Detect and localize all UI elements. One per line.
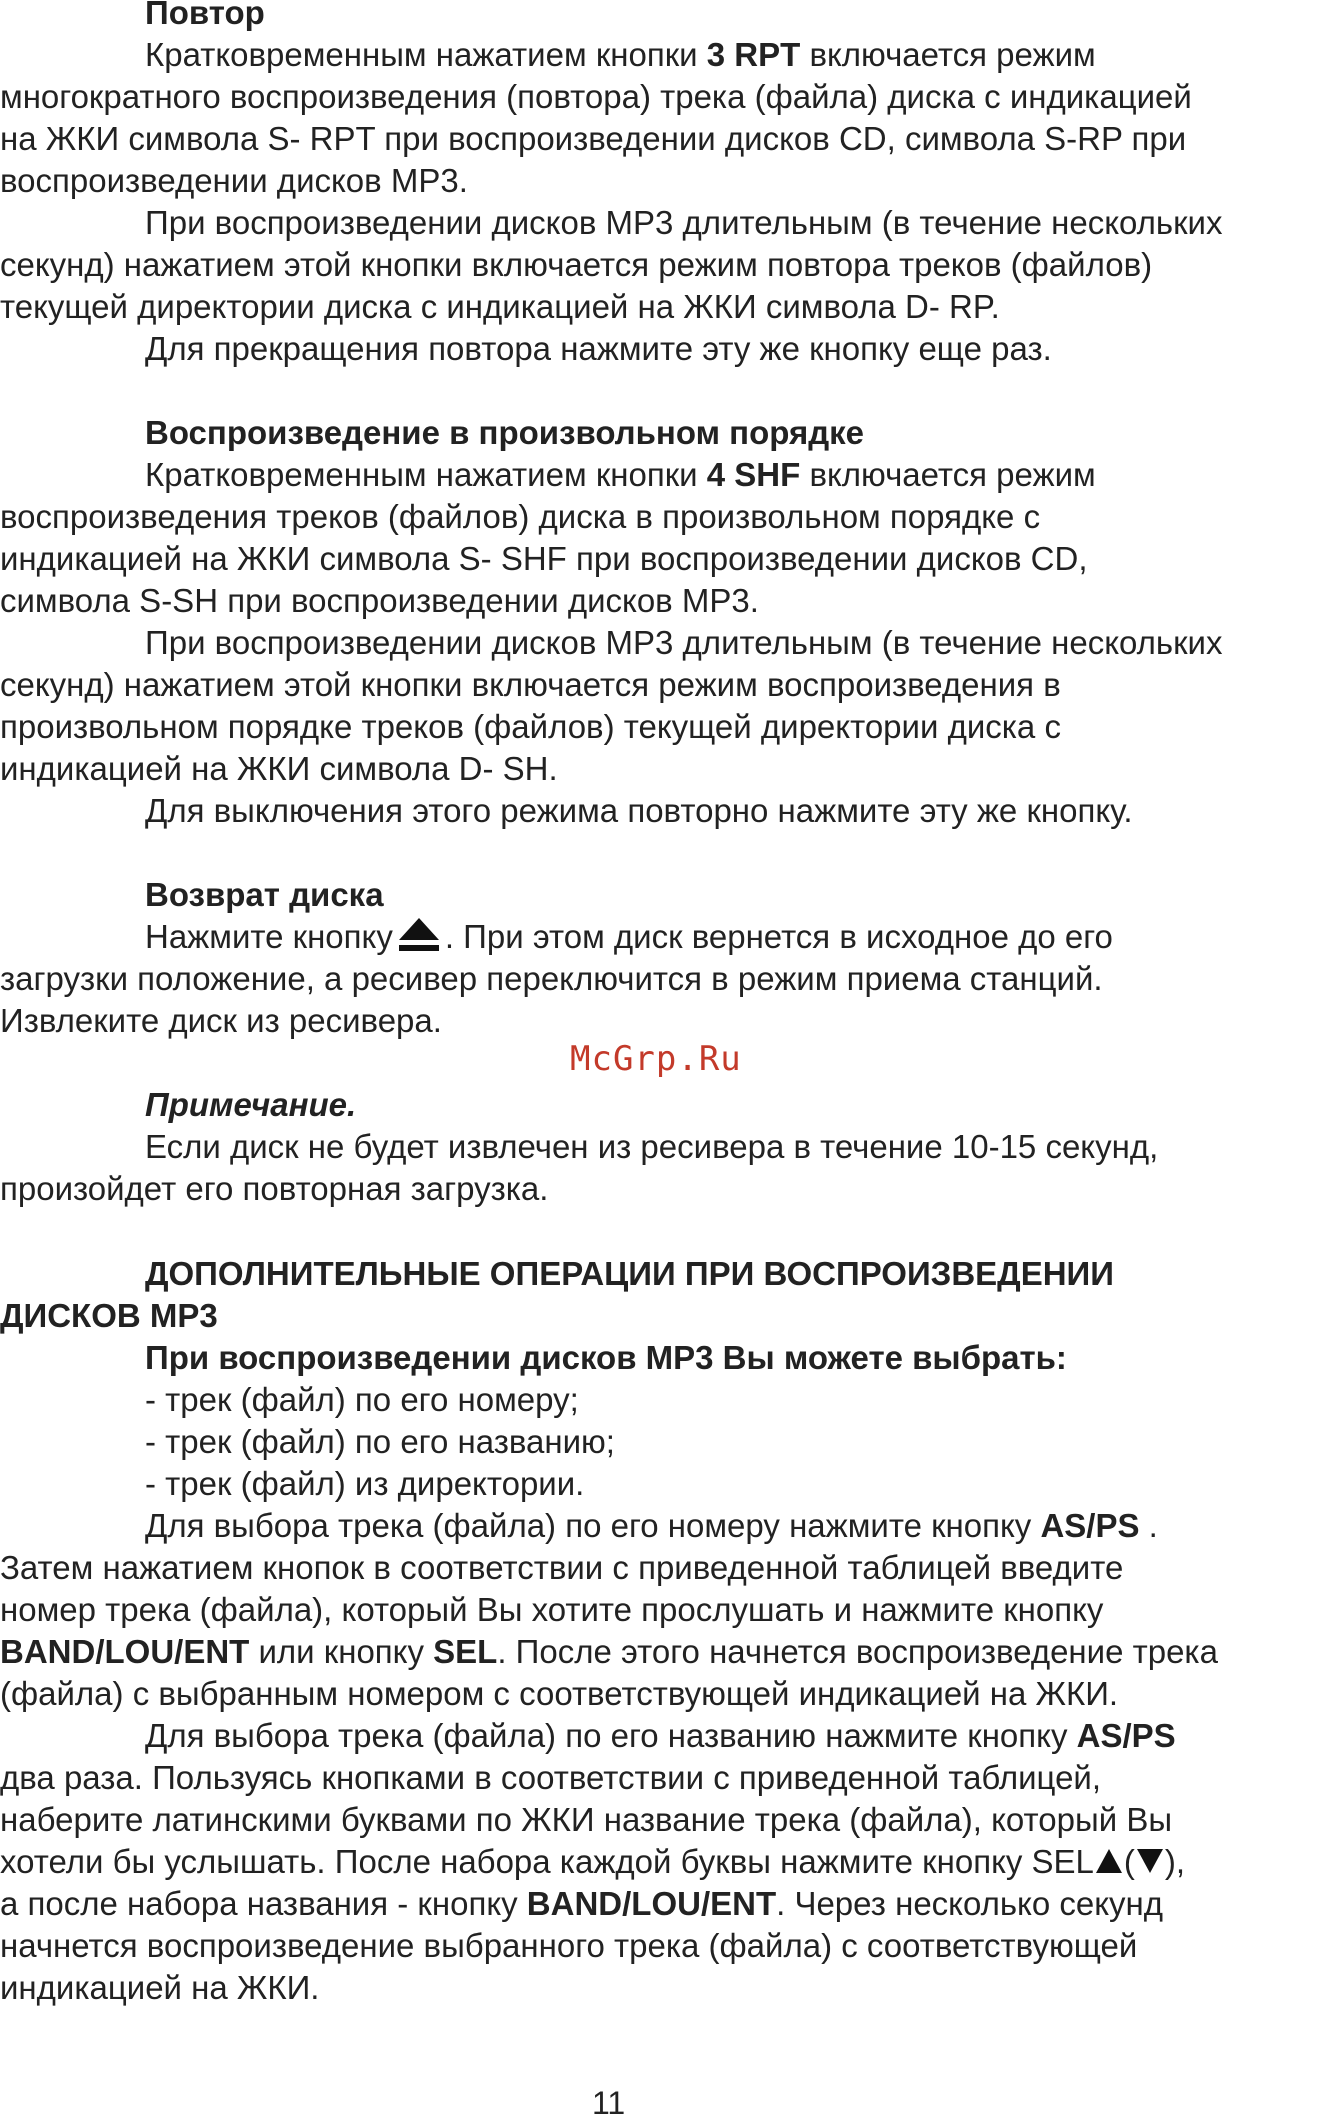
section-title: ДОПОЛНИТЕЛЬНЫЕ ОПЕРАЦИИ ПРИ ВОСПРОИЗВЕДЕНИИ [145, 1255, 1114, 1292]
paragraph-line: текущей директории диска с индикацией на ЖКИ символа D- RP. [0, 288, 1000, 325]
section-title: Воспроизведение в произвольном порядке [145, 414, 865, 451]
button-name: SEL [433, 1633, 498, 1670]
paragraph-line: два раза. Пользуясь кнопками в соответствии с приведенной таблицей, [0, 1759, 1102, 1796]
section-title: Возврат диска [145, 876, 384, 913]
triangle-down-icon [1135, 1846, 1165, 1876]
list-item: - трек (файл) из директории. [145, 1465, 585, 1502]
section-note [0, 1084, 1328, 1210]
paragraph-line: индикацией на ЖКИ. [0, 1969, 320, 2006]
page-number: 11 [592, 2085, 626, 2121]
button-name: AS/PS [1076, 1717, 1176, 1754]
paragraph-line: Затем нажатием кнопок в соответствии с приведенной таблицей введите [0, 1549, 1124, 1586]
paragraph-line: на ЖКИ символа S- RPT при воспроизведении дисков CD, символа S-RP при [0, 120, 1187, 157]
paragraph-line: воспроизведении дисков MP3. [0, 162, 468, 199]
paragraph-line: символа S-SH при воспроизведении дисков MP3. [0, 582, 759, 619]
button-name: BAND/LOU/ENT [0, 1633, 250, 1670]
section-mp3 [0, 1253, 1328, 2009]
button-name: 3 RPT [706, 36, 801, 73]
paragraph-line: Кратковременным нажатием кнопки 3 RPT включается режим [145, 36, 1096, 73]
note-title: Примечание. [145, 1086, 357, 1123]
paragraph-line: (файла) с выбранным номером с соответствующей индикацией на ЖКИ. [0, 1675, 1119, 1712]
paragraph-line: Извлеките диск из ресивера. [0, 1002, 442, 1039]
paragraph-line: номер трека (файла), который Вы хотите прослушать и нажмите кнопку [0, 1591, 1104, 1628]
paragraph-line: При воспроизведении дисков MP3 длительным (в течение нескольких [145, 624, 1223, 661]
paragraph-line: Для выключения этого режима повторно нажмите эту же кнопку. [145, 792, 1133, 829]
paragraph-line: произвольном порядке треков (файлов) текущей директории диска с [0, 708, 1061, 745]
paragraph-line: Для выбора трека (файла) по его номеру нажмите кнопку AS/PS . [145, 1507, 1158, 1544]
paragraph-line: загрузки положение, а ресивер переключится в режим приема станций. [0, 960, 1103, 997]
button-name: BAND/LOU/ENT [526, 1885, 777, 1922]
paragraph-line: начнется воспроизведение выбранного трека (файла) с соответствующей [0, 1927, 1138, 1964]
paragraph-line: наберите латинскими буквами по ЖКИ название трека (файла), который Вы [0, 1801, 1173, 1838]
paragraph-line: Для прекращения повтора нажмите эту же кнопку еще раз. [145, 330, 1052, 367]
paragraph-line: многократного воспроизведения (повтора) трека (файла) диска с индикацией [0, 78, 1192, 115]
paragraph-line: BAND/LOU/ENT или кнопку SEL. После этого начнется воспроизведение трека [0, 1633, 1218, 1670]
section-eject [0, 874, 1328, 1042]
list-item: - трек (файл) по его названию; [145, 1423, 615, 1460]
paragraph-line: индикацией на ЖКИ символа S- SHF при воспроизведении дисков CD, [0, 540, 1088, 577]
button-name: AS/PS [1040, 1507, 1140, 1544]
button-name: 4 SHF [706, 456, 801, 493]
watermark: McGrp.Ru [570, 1039, 742, 1079]
paragraph-line: секунд) нажатием этой кнопки включается режим повтора треков (файлов) [0, 246, 1153, 283]
paragraph-line: воспроизведения треков (файлов) диска в произвольном порядке с [0, 498, 1041, 535]
paragraph-line: Если диск не будет извлечен из ресивера в течение 10-15 секунд, [145, 1128, 1159, 1165]
paragraph-line: а после набора названия - кнопку BAND/LOU/ENT. Через несколько секунд [0, 1885, 1164, 1922]
section-subtitle: При воспроизведении дисков MP3 Вы можете выбрать: [145, 1339, 1067, 1376]
section-title: Повтор [145, 0, 265, 31]
triangle-up-icon [1094, 1846, 1124, 1876]
paragraph-line: При воспроизведении дисков MP3 длительным (в течение нескольких [145, 204, 1223, 241]
section-repeat [0, 0, 1328, 370]
paragraph-line: хотели бы услышать. После набора каждой буквы нажмите кнопку SEL ( ), [0, 1843, 1186, 1880]
paragraph-line: Для выбора трека (файла) по его названию нажмите кнопку AS/PS [145, 1717, 1176, 1754]
paragraph-line: секунд) нажатием этой кнопки включается режим воспроизведения в [0, 666, 1061, 703]
eject-icon [395, 916, 443, 954]
paragraph-line: Кратковременным нажатием кнопки 4 SHF включается режим [145, 456, 1096, 493]
paragraph-line: индикацией на ЖКИ символа D- SH. [0, 750, 558, 787]
paragraph-line: произойдет его повторная загрузка. [0, 1170, 549, 1207]
list-item: - трек (файл) по его номеру; [145, 1381, 579, 1418]
section-title: ДИСКОВ MP3 [0, 1297, 218, 1334]
paragraph-line: Нажмите кнопку . При этом диск вернется в исходное до его [145, 918, 1113, 955]
section-shuffle [0, 412, 1328, 832]
